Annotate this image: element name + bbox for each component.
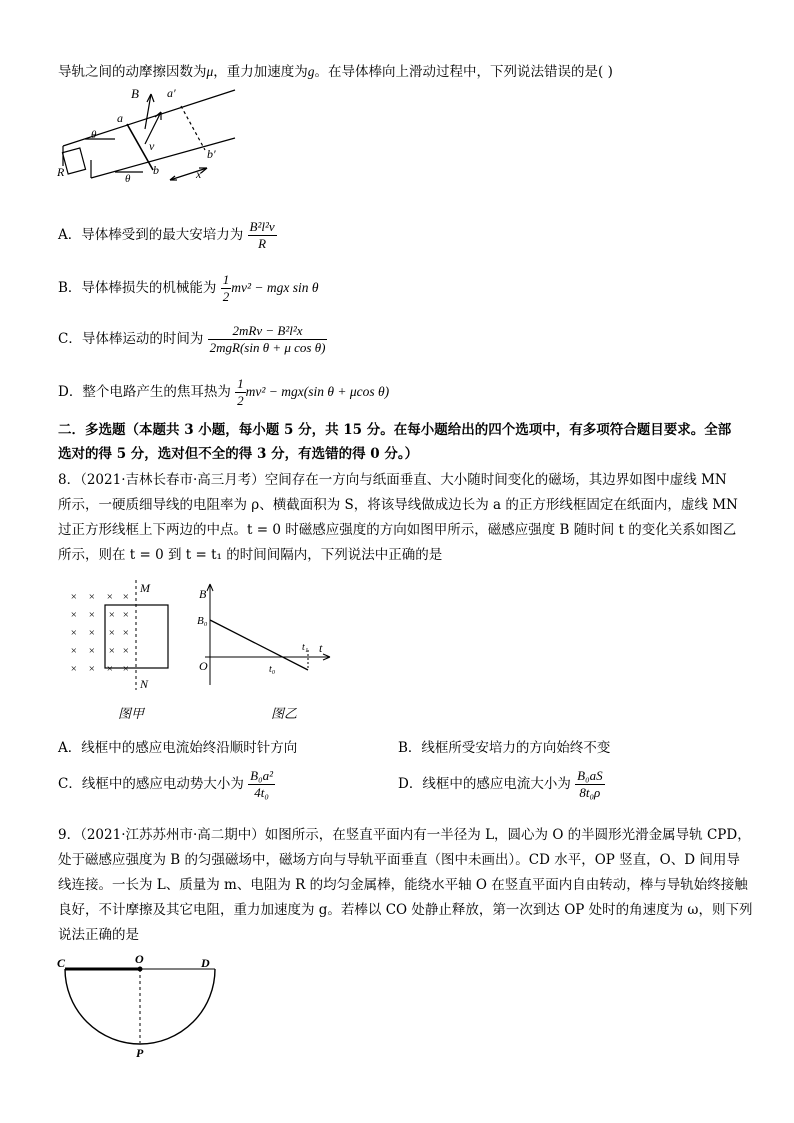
label-b-prime: b′ [207, 147, 216, 161]
q8-figure-yi [195, 580, 345, 720]
tick-label-t0: t₀ [269, 664, 276, 675]
cross-mark: × [108, 627, 116, 639]
cross-mark: × [106, 591, 114, 603]
q9-stem-line2: 处于磁感应强度为 B 的匀强磁场中，磁场方向与导轨平面垂直（图中未画出）。CD 水平，OP 竖直，O、D 间用导 [58, 852, 740, 868]
cross-mark: × [70, 663, 78, 675]
label-a-prime: a′ [167, 86, 176, 100]
label-O: O [135, 952, 144, 966]
label-D: D [201, 956, 210, 970]
label-a: a [117, 111, 123, 125]
cross-mark: × [88, 663, 96, 675]
tick-label-t1: t₁ [302, 642, 309, 653]
section2-line1: 二．多选题（本题共 3 小题，每小题 5 分，共 15 分。在每小题给出的四个选项中，有多项符合题目要求。全部 [58, 422, 732, 438]
caption-yi: 图乙 [271, 706, 298, 721]
cross-mark: × [88, 591, 96, 603]
axis-label-t: t [319, 641, 323, 655]
q8-stem-line4: 所示，则在 t = 0 到 t = t₁ 的时间间隔内，下列说法中正确的是 [58, 547, 443, 563]
cross-mark: × [88, 645, 96, 657]
label-R: R [57, 165, 65, 179]
q8-stem-line1: 8．（2021·吉林长春市·高三月考）空间存在一方向与纸面垂直、大小随时间变化的磁场，其边界如图中虚线 MN [58, 472, 727, 488]
cross-mark: × [88, 627, 96, 639]
section2-line2: 选对的得 5 分，选对但不全的得 3 分，有选错的得 0 分。） [58, 446, 419, 462]
cross-mark: × [108, 645, 116, 657]
q9-stem-line5: 说法正确的是 [58, 927, 139, 943]
cross-mark: × [70, 609, 78, 621]
q7-option-d[interactable]: D．整个电路产生的焦耳热为 $\frac{1}{2}$ mv² − mgx(sin θ + μcos θ) [58, 376, 390, 408]
q9-stem-line4: 良好，不计摩擦及其它电阻，重力加速度为 g。若棒以 CO 处静止释放，第一次到达 OP 处时的角速度为 ω，则下列 [58, 902, 753, 918]
q8-figure-jia [60, 580, 190, 720]
q8-option-c[interactable]: C．线框中的感应电动势大小为 $\frac{\text{B₀a²}}{\text{4t₀}}$ [58, 768, 273, 800]
label-C: C [57, 956, 66, 970]
cross-mark: × [108, 609, 116, 621]
cross-mark: × [122, 627, 130, 639]
q8-stem-line3: 过正方形线框上下两边的中点。t = 0 时磁感应强度的方向如图甲所示，磁感应强度 B 随时间 t 的变化关系如图乙 [58, 522, 737, 538]
label-b: b [153, 163, 159, 177]
cross-mark: × [122, 591, 130, 603]
q7-rail-figure [55, 84, 245, 194]
cross-mark: × [122, 663, 130, 675]
cross-mark: × [70, 645, 78, 657]
label-theta-2: θ [125, 173, 131, 185]
q7-option-c[interactable]: C．导体棒运动的时间为 $\frac{\text{2mRv − B²l²x}}{\text{2mgR(sin θ + μ cos θ)}}$ [58, 323, 326, 355]
label-N: N [140, 677, 149, 691]
q9-stem-line3: 线连接。一长为 L、质量为 m、电阻为 R 的均匀金属棒，能绕水平轴 O 在竖直平面内自由转动，棒与导轨始终接触 [58, 877, 748, 893]
axis-label-B: B [199, 587, 207, 601]
q7-option-b[interactable]: B．导体棒损失的机械能为 $\frac{1}{2}$ mv² − mgx sin θ [58, 272, 319, 304]
q7-stem: 导轨之间的动摩擦因数为μ，重力加速度为g。在导体棒向上滑动过程中，下列说法错误的是( ) [58, 64, 613, 80]
q7-option-a[interactable]: A．导体棒受到的最大安培力为 $\frac{\text{B²l²v}}{R}$ [58, 219, 275, 251]
q8-option-b[interactable]: B．线框所受安培力的方向始终不变 [398, 740, 611, 756]
caption-jia: 图甲 [118, 706, 145, 721]
cross-mark: × [122, 609, 130, 621]
cross-mark: × [122, 645, 130, 657]
label-v: v [149, 139, 155, 153]
q8-option-a[interactable]: A．线框中的感应电流始终沿顺时针方向 [58, 740, 298, 756]
label-x: x [196, 167, 202, 181]
origin-label: O [199, 659, 208, 673]
cross-mark: × [88, 609, 96, 621]
cross-mark: × [70, 627, 78, 639]
label-M: M [140, 581, 150, 595]
q9-semicircle-figure [55, 952, 225, 1065]
cross-mark: × [106, 663, 114, 675]
q8-option-d[interactable]: D．线框中的感应电流大小为 $\frac{\text{B₀aS}}{\text{8t₀ρ}}$ [398, 768, 603, 800]
q9-stem-line1: 9．（2021·江苏苏州市·高二期中）如图所示，在竖直平面内有一半径为 L，圆心为 O 的半圆形光滑金属导轨 CPD， [58, 827, 751, 843]
label-theta-1: θ [91, 129, 97, 141]
label-B: B [131, 86, 139, 101]
label-P: P [136, 1046, 144, 1060]
tick-label-B0: B₀ [197, 615, 208, 627]
q8-stem-line2: 所示，一硬质细导线的电阻率为 ρ、横截面积为 S，将该导线做成边长为 a 的正方形线框固定在纸面内，虚线 MN [58, 497, 738, 513]
cross-mark: × [70, 591, 78, 603]
